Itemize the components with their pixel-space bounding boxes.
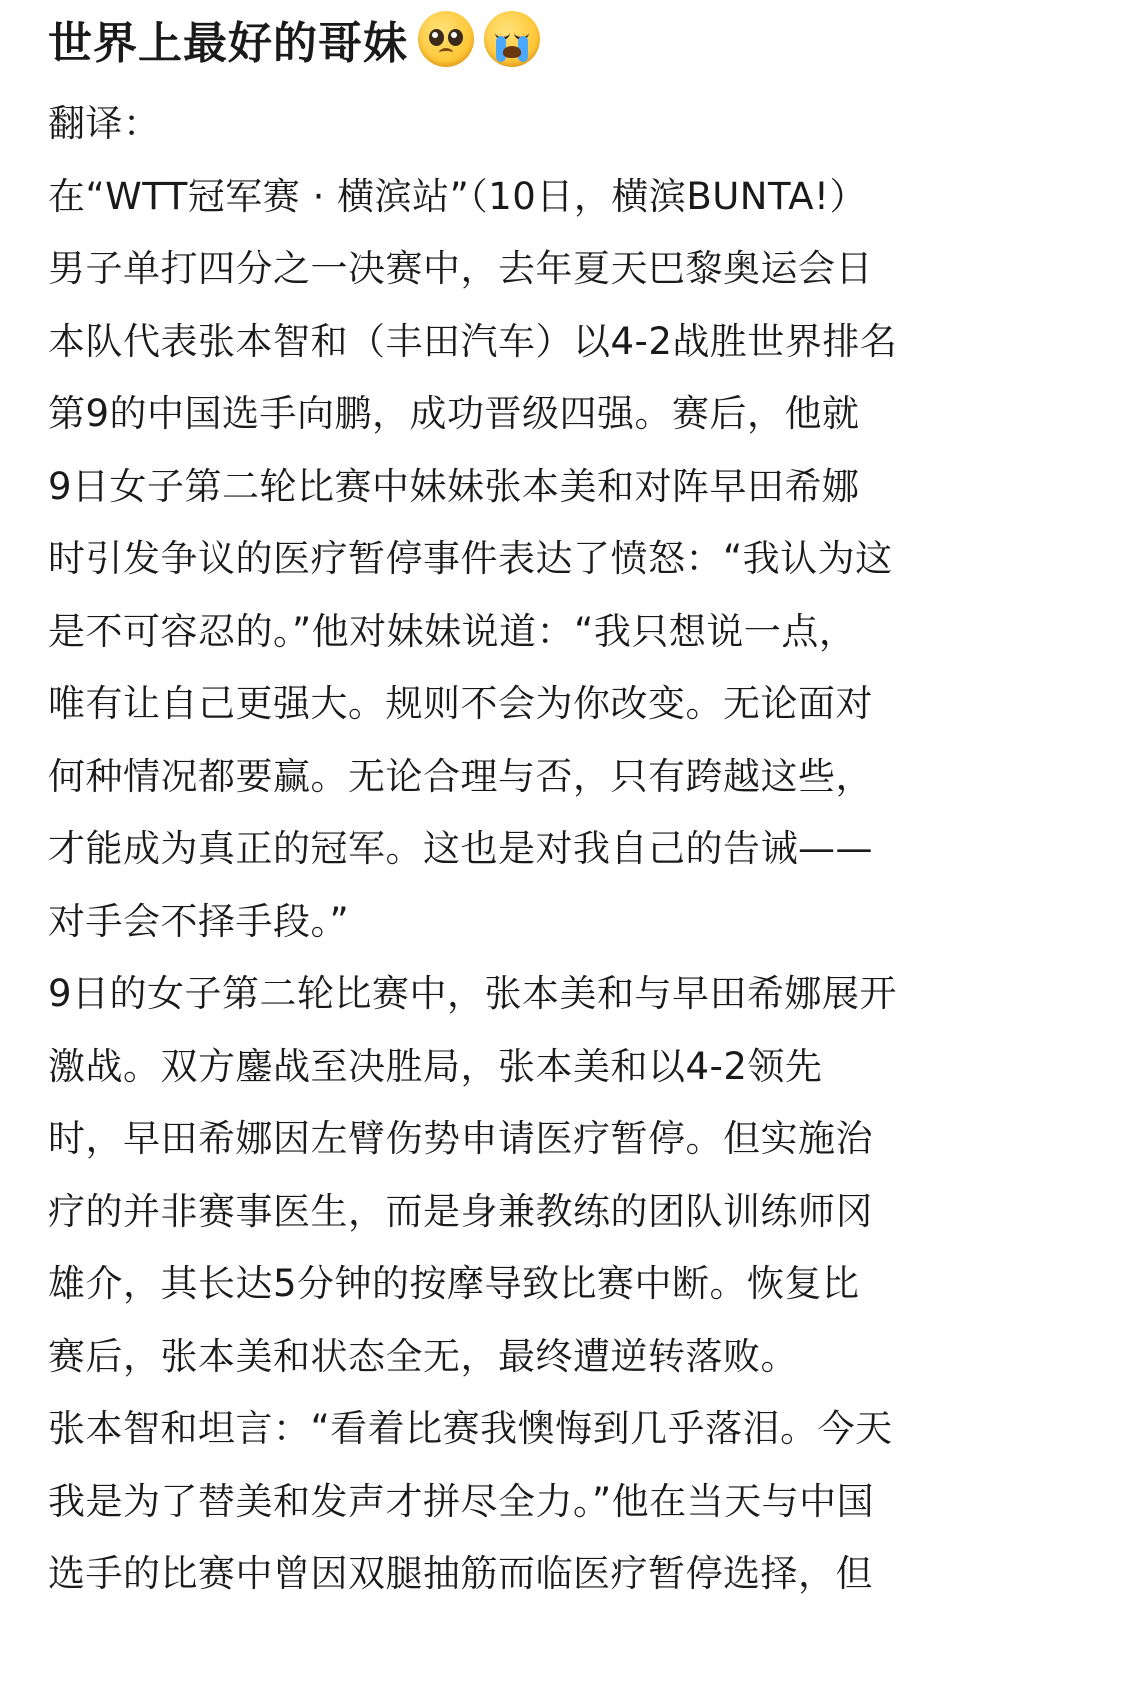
post-body-line: 对手会不择手段。” bbox=[48, 899, 350, 943]
post-body-line: 激战。双方鏖战至决胜局，张本美和以4-2领先 bbox=[48, 1044, 823, 1088]
post-body-line: 唯有让自己更强大。规则不会为你改变。无论面对 bbox=[48, 682, 873, 725]
post-body-line: 本队代表张本智和（丰田汽车）以4-2战胜世界排名 bbox=[48, 319, 898, 363]
post-body-line: 在“WTT冠军赛 · 横滨站”（10日，横滨BUNTA!） bbox=[48, 174, 867, 218]
post-body-line: 9日女子第二轮比赛中妹妹张本美和对阵早田希娜 bbox=[48, 464, 860, 508]
post-body-line: 我是为了替美和发声才拼尽全力。”他在当天与中国 bbox=[48, 1479, 875, 1523]
post-body-line: 何种情况都要赢。无论合理与否，只有跨越这些， bbox=[48, 754, 873, 798]
post-title-row bbox=[48, 0, 1124, 78]
post-title: 世界上最好的哥妹 bbox=[48, 18, 408, 69]
post-body-line: 才能成为真正的冠军。这也是对我自己的告诫—— bbox=[48, 827, 873, 870]
post-body-line: 选手的比赛中曾因双腿抽筋而临医疗暂停选择，但 bbox=[48, 1552, 873, 1595]
post-body-line: 男子单打四分之一决赛中，去年夏天巴黎奥运会日 bbox=[48, 247, 873, 290]
pleading-face-icon bbox=[418, 11, 474, 67]
post-body-line: 张本智和坦言：“看着比赛我懊悔到几乎落泪。今天 bbox=[48, 1407, 893, 1450]
post-body bbox=[48, 88, 1124, 1611]
post-body-line: 雄介，其长达5分钟的按摩导致比赛中断。恢复比 bbox=[48, 1262, 860, 1305]
loudly-crying-face-icon bbox=[484, 11, 540, 67]
post-body-line: 翻译： bbox=[48, 102, 161, 145]
post-body-line: 疗的并非赛事医生，而是身兼教练的团队训练师冈 bbox=[48, 1189, 873, 1233]
post-body-line: 赛后，张本美和状态全无，最终遭逆转落败。 bbox=[48, 1334, 798, 1378]
post-body-line: 是不可容忍的。”他对妹妹说道：“我只想说一点， bbox=[48, 609, 857, 653]
post-body-line: 时引发争议的医疗暂停事件表达了愤怒：“我认为这 bbox=[48, 537, 893, 580]
post-content bbox=[48, 0, 1124, 1611]
post-body-line: 9日的女子第二轮比赛中，张本美和与早田希娜展开 bbox=[48, 972, 898, 1015]
post-body-line: 第9的中国选手向鹏，成功晋级四强。赛后，他就 bbox=[48, 392, 860, 435]
post-body-line: 时，早田希娜因左臂伤势申请医疗暂停。但实施治 bbox=[48, 1117, 873, 1160]
